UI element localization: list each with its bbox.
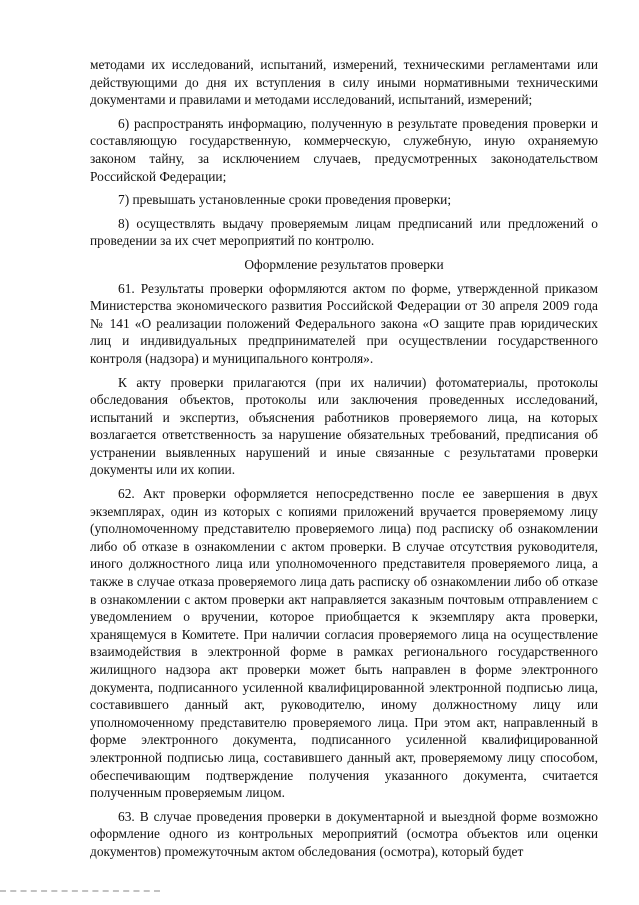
paragraph-62: 62. Акт проверки оформляется непосредственно после ее завершения в двух экземплярах, один из которых с копиями приложений вручается проверяемому лицу (уполномоченному представителю проверяемого лица) под расписку об ознакомлении либо об отказе в ознакомлении с актом проверки. В случае отсутствия руководителя, иного должностного лица или уполномоченного представителя проверяемого лица, а также в случае отказа проверяемого лица дать расписку об ознакомлении либо об отказе в ознакомлении с актом проверки акт направляется заказным почтовым отправлением с уведомлением о вручении, которое приобщается к экземпляру акта проверки, хранящемуся в Комитете. При наличии согласия проверяемого лица на осуществление взаимодействия в электронной форме в рамках регионального государственного жилищного надзора акт проверки может быть направлен в форме электронного документа, подписанного усиленной квалифицированной электронной подписью лица, составившего данный акт, руководителю, иному должностному лицу или уполномоченному представителю проверяемого лица. При этом акт, направленный в форме электронного документа, подписанного усиленной квалифицированной электронной подписью лица, составившего данный акт, проверяемому лицу способом, обеспечивающим подтверждение получения указанного документа, считается полученным проверяемым лицом.: [90, 486, 598, 801]
section-heading: Оформление результатов проверки: [244, 256, 444, 272]
paragraph-item-6: 6) распространять информацию, полученную в результате проведения проверки и составляющую государственную, коммерческую, служебную, иную охраняемую законом тайну, за исключением случаев, предусмотренных законодательством Российской Федерации;: [90, 115, 598, 184]
paragraph-item-8: 8) осуществлять выдачу проверяемым лицам предписаний или предложений о проведении за их счет мероприятий по контролю.: [90, 215, 598, 249]
paragraph-63: 63. В случае проведения проверки в документарной и выездной форме возможно оформление одного из контрольных мероприятий (осмотра объектов или оценки документов) промежуточным актом обследования (осмотра), который будет: [90, 808, 598, 859]
paragraph-item-7: 7) превышать установленные сроки проведения проверки;: [118, 192, 452, 208]
scan-edge-mark: [0, 890, 160, 895]
paragraph-61: 61. Результаты проверки оформляются актом по форме, утвержденной приказом Министерства экономического развития Российской Федерации от 30 апреля 2009 года № 141 «О реализации положений Федерального закона «О защите прав юридических лиц и индивидуальных предпринимателей при осуществлении государственного контроля (надзора) и муниципального контроля».: [90, 280, 598, 366]
document-body: [90, 56, 598, 867]
paragraph-attachments: К акту проверки прилагаются (при их наличии) фотоматериалы, протоколы обследования объектов, протоколы или заключения проведенных исследований, испытаний и экспертиз, объяснения работников проверяемого лица, на которых возлагается ответственность за нарушение обязательных требований, предписания об устранении выявленных нарушений и иные связанные с результатами проверки документы или их копии.: [90, 374, 598, 478]
paragraph-continuation: методами их исследований, испытаний, измерений, техническими регламентами или действующими до дня их вступления в силу иными нормативными техническими документами и правилами и методами исследований, испытаний, измерений;: [90, 57, 598, 108]
